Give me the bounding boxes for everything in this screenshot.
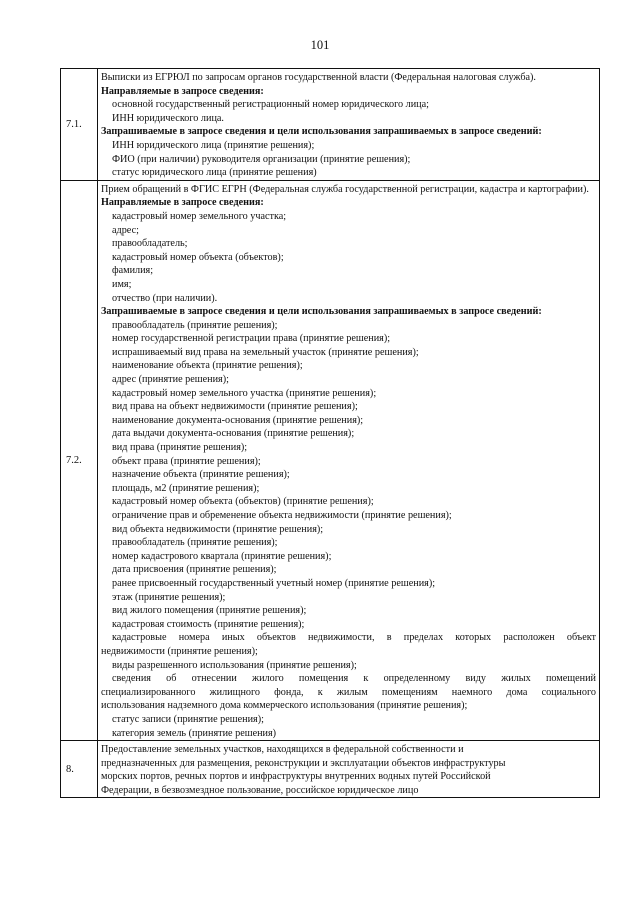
service-description-line: морских портов, речных портов и инфраструктуры внутренних водных путей Российской bbox=[101, 771, 491, 783]
requested-data-heading: Запрашиваемые в запросе сведения и цели использования запрашиваемых в запросе сведений: bbox=[101, 306, 542, 318]
list-item: номер государственной регистрации права (принятие решения); bbox=[112, 333, 391, 345]
list-item: ИНН юридического лица (принятие решения); bbox=[112, 139, 315, 151]
list-item: имя; bbox=[112, 278, 132, 290]
list-item: виды разрешенного использования (принятие решения); bbox=[112, 659, 357, 671]
list-item: адрес; bbox=[112, 224, 139, 236]
row-content bbox=[98, 180, 600, 740]
table-row-8 bbox=[61, 741, 600, 798]
list-item: ИНН юридического лица. bbox=[112, 112, 224, 124]
list-item-continuation: использования надземного дома коммерческого использования (принятие решения); bbox=[101, 700, 468, 712]
sent-data-heading: Направляемые в запросе сведения: bbox=[101, 197, 264, 209]
list-item: вид объекта недвижимости (принятие решения); bbox=[112, 523, 324, 535]
list-item: вид права (принятие решения); bbox=[112, 442, 248, 454]
list-item: статус записи (принятие решения); bbox=[112, 713, 264, 725]
list-item: ранее присвоенный государственный учетный номер (принятие решения); bbox=[112, 577, 436, 589]
list-item: наименование документа-основания (принятие решения); bbox=[112, 414, 364, 426]
list-item: статус юридического лица (принятие решения) bbox=[112, 167, 317, 179]
page-number: 101 bbox=[310, 38, 330, 52]
row-content bbox=[98, 69, 600, 181]
table-row-7-2 bbox=[61, 180, 600, 740]
list-item-long: кадастровые номера иных объектов недвижимости, в пределах которых расположен объект bbox=[112, 632, 596, 644]
list-item: кадастровый номер земельного участка (принятие решения); bbox=[112, 387, 377, 399]
list-item: вид права на объект недвижимости (принятие решения); bbox=[112, 401, 358, 413]
list-item: дата присвоения (принятие решения); bbox=[112, 564, 277, 576]
list-item: вид жилого помещения (принятие решения); bbox=[112, 605, 307, 617]
service-description: Выписки из ЕГРЮЛ по запросам органов государственной власти (Федеральная налоговая служба). bbox=[101, 72, 536, 83]
service-description-line: Федерации, в безвозмездное пользование, российское юридическое лицо bbox=[101, 784, 419, 796]
list-item: номер кадастрового квартала (принятие решения); bbox=[112, 550, 332, 562]
list-item: площадь, м2 (принятие решения); bbox=[112, 482, 260, 494]
list-item: наименование объекта (принятие решения); bbox=[112, 360, 303, 372]
list-item: кадастровый номер земельного участка; bbox=[112, 210, 287, 222]
row-number: 7.1. bbox=[61, 69, 98, 181]
list-item-long: сведения об отнесении жилого помещения к определенному виду жилых помещений bbox=[112, 673, 596, 685]
table-row-7-1 bbox=[61, 69, 600, 181]
list-item: правообладатель (принятие решения); bbox=[112, 537, 278, 549]
row-number: 7.2. bbox=[61, 180, 98, 740]
list-item: основной государственный регистрационный номер юридического лица; bbox=[112, 99, 429, 111]
list-item: дата выдачи документа-основания (принятие решения); bbox=[112, 428, 355, 440]
list-item: этаж (принятие решения); bbox=[112, 591, 226, 603]
list-item: испрашиваемый вид права на земельный участок (принятие решения); bbox=[112, 346, 419, 358]
service-description: Прием обращений в ФГИС ЕГРН (Федеральная служба государственной регистрации, кадастра и картографии). bbox=[101, 183, 589, 195]
list-item: правообладатель (принятие решения); bbox=[112, 319, 278, 331]
row-content bbox=[98, 741, 600, 798]
list-item: правообладатель; bbox=[112, 238, 188, 250]
list-item: кадастровая стоимость (принятие решения); bbox=[112, 618, 305, 630]
list-item: отчество (при наличии). bbox=[112, 292, 218, 304]
list-item: кадастровый номер объекта (объектов) (принятие решения); bbox=[112, 496, 374, 508]
list-item: фамилия; bbox=[112, 265, 154, 277]
list-item: адрес (принятие решения); bbox=[112, 374, 229, 386]
list-item: объект права (принятие решения); bbox=[112, 455, 261, 467]
services-table bbox=[60, 68, 600, 798]
list-item: назначение объекта (принятие решения); bbox=[112, 469, 290, 481]
list-item-continuation: недвижимости (принятие решения); bbox=[101, 645, 258, 657]
list-item: кадастровый номер объекта (объектов); bbox=[112, 251, 284, 263]
list-item: категория земель (принятие решения) bbox=[112, 727, 277, 739]
list-item: ФИО (при наличии) руководителя организации (принятие решения); bbox=[112, 153, 411, 165]
list-item: ограничение прав и обременение объекта недвижимости (принятие решения); bbox=[112, 510, 452, 521]
list-item-continuation: специализированного жилищного фонда, к жилым помещениям наемного дома социального bbox=[101, 686, 596, 698]
service-description-line: предназначенных для размещения, реконструкции и эксплуатации объектов инфраструктуры bbox=[101, 757, 506, 769]
row-number: 8. bbox=[61, 741, 98, 798]
sent-data-heading: Направляемые в запросе сведения: bbox=[101, 85, 264, 97]
requested-data-heading: Запрашиваемые в запросе сведения и цели использования запрашиваемых в запросе сведений: bbox=[101, 126, 542, 138]
service-description-line: Предоставление земельных участков, находящихся в федеральной собственности и bbox=[101, 744, 464, 756]
